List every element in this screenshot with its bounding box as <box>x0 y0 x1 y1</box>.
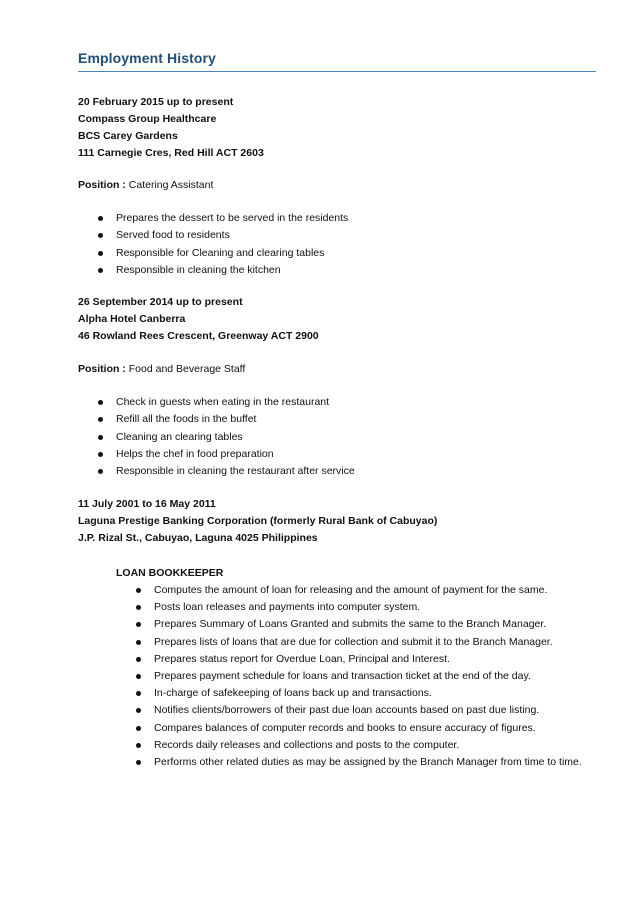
bullet-icon <box>98 216 103 221</box>
list-item: Check in guests when eating in the restaurant <box>98 394 355 411</box>
list-item: Prepares status report for Overdue Loan, Principal and Interest. <box>136 651 596 668</box>
bullet-icon <box>136 743 141 748</box>
bullet-icon <box>98 452 103 457</box>
list-item: Prepares lists of loans that are due for collection and submit it to the Branch Manager. <box>136 634 596 651</box>
bullet-icon <box>98 435 103 440</box>
bullet-icon <box>136 708 141 713</box>
bullet-icon <box>136 726 141 731</box>
job-site: BCS Carey Gardens <box>78 130 178 142</box>
list-item: Responsible in cleaning the kitchen <box>98 262 348 279</box>
list-item: In-charge of safekeeping of loans back up and transactions. <box>136 685 596 702</box>
list-item: Responsible in cleaning the restaurant after service <box>98 463 355 480</box>
job-employer: Laguna Prestige Banking Corporation (formerly Rural Bank of Cabuyao) <box>78 515 438 527</box>
role-title: LOAN BOOKKEEPER <box>116 567 224 579</box>
job-employer: Compass Group Healthcare <box>78 113 217 125</box>
list-item: Cleaning an clearing tables <box>98 429 355 446</box>
job-address: 46 Rowland Rees Crescent, Greenway ACT 2900 <box>78 330 319 342</box>
section-title: Employment History <box>78 50 216 66</box>
bullet-icon <box>98 251 103 256</box>
list-item: Prepares the dessert to be served in the residents <box>98 210 348 227</box>
list-item: Computes the amount of loan for releasing and the amount of payment for the same. <box>136 582 596 599</box>
bullet-icon <box>136 657 141 662</box>
list-item: Prepares payment schedule for loans and transaction ticket at the end of the day. <box>136 668 596 685</box>
job-position <box>78 177 598 194</box>
position-label: Position : <box>78 179 126 191</box>
list-item: Prepares Summary of Loans Granted and submits the same to the Branch Manager. <box>136 616 596 633</box>
job-address: 111 Carnegie Cres, Red Hill ACT 2603 <box>78 147 264 159</box>
list-item: Posts loan releases and payments into computer system. <box>136 599 596 616</box>
bullet-icon <box>136 691 141 696</box>
list-item: Served food to residents <box>98 227 348 244</box>
position-value: Food and Beverage Staff <box>128 363 246 375</box>
job-employer: Alpha Hotel Canberra <box>78 313 186 325</box>
job-entry-2 <box>78 294 598 345</box>
bullet-icon <box>136 588 141 593</box>
bullet-icon <box>136 640 141 645</box>
position-label: Position : <box>78 363 126 375</box>
job-entry-1 <box>78 94 598 162</box>
list-item: Performs other related duties as may be assigned by the Branch Manager from time to time. <box>136 754 596 771</box>
job-date: 11 July 2001 to 16 May 2011 <box>78 498 216 510</box>
position-value: Catering Assistant <box>128 179 214 191</box>
bullet-icon <box>136 674 141 679</box>
list-item: Helps the chef in food preparation <box>98 446 355 463</box>
list-item: Notifies clients/borrowers of their past due loan accounts based on past due listing. <box>136 702 596 719</box>
job-date: 26 September 2014 up to present <box>78 296 243 308</box>
bullet-icon <box>136 605 141 610</box>
duty-list <box>136 582 596 771</box>
job-address: J.P. Rizal St., Cabuyao, Laguna 4025 Philippines <box>78 532 318 544</box>
duty-list <box>98 394 355 480</box>
section-divider <box>78 71 596 72</box>
list-item: Responsible for Cleaning and clearing tables <box>98 245 348 262</box>
duty-list <box>98 210 348 279</box>
list-item: Records daily releases and collections and posts to the computer. <box>136 737 596 754</box>
list-item: Compares balances of computer records and books to ensure accuracy of figures. <box>136 720 596 737</box>
list-item: Refill all the foods in the buffet <box>98 411 355 428</box>
job-entry-3 <box>78 496 598 547</box>
bullet-icon <box>136 622 141 627</box>
bullet-icon <box>98 400 103 405</box>
job-date: 20 February 2015 up to present <box>78 96 234 108</box>
bullet-icon <box>98 268 103 273</box>
bullet-icon <box>136 760 141 765</box>
job-position <box>78 361 598 378</box>
